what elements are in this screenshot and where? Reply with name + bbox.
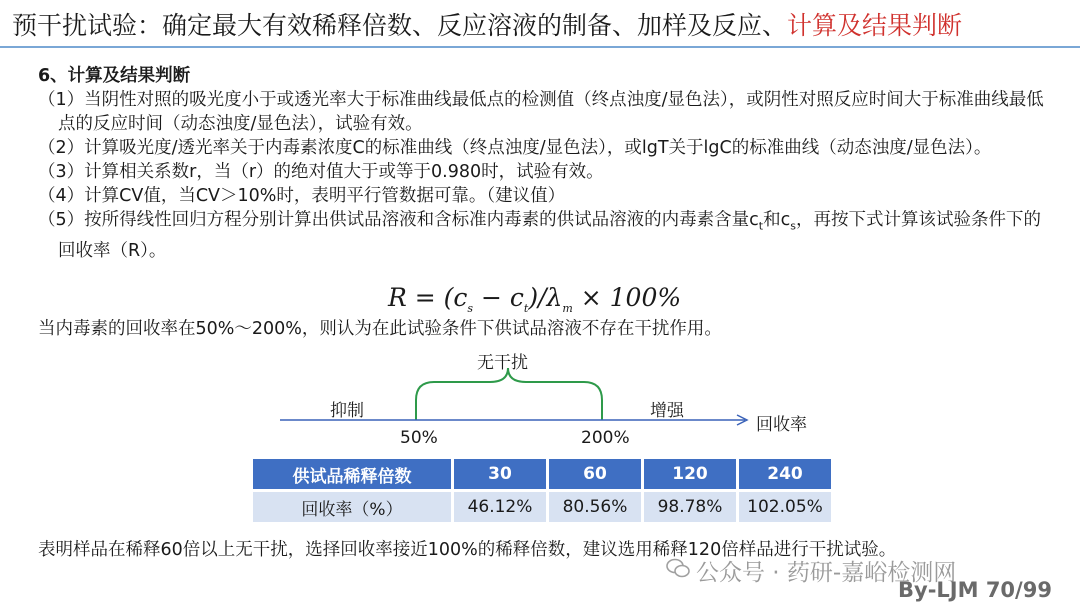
table-cell: 102.05%	[739, 492, 831, 522]
table-header-cell: 240	[739, 459, 831, 489]
recovery-table	[250, 456, 834, 525]
table-cell: 80.56%	[549, 492, 641, 522]
inhibition-label: 抑制	[330, 401, 364, 421]
table-header-cell: 120	[644, 459, 736, 489]
table-cell: 98.78%	[644, 492, 736, 522]
item-5-part-b: 和c	[763, 210, 791, 230]
table-header-cell: 供试品稀释倍数	[253, 459, 451, 489]
conclusion-text: 表明样品在稀释60倍以上无干扰，选择回收率接近100%的稀释倍数，建议选用稀释120倍样品进行干扰试验。	[38, 540, 897, 560]
table-cell: 回收率（%）	[253, 492, 451, 522]
recovery-formula: $R = (c_s - c_t)/\lambda_m \times 100\%$	[388, 283, 682, 315]
item-4: （4）计算CV值，当CV＞10%时，表明平行管数据可靠。（建议值）	[38, 186, 566, 206]
range-axis-svg	[0, 340, 1080, 455]
title-divider	[0, 46, 1080, 48]
table-header-cell: 30	[454, 459, 546, 489]
table-header-cell: 60	[549, 459, 641, 489]
item-5-sub-s: s	[790, 219, 796, 233]
title-prefix: 预干扰试验：确定最大有效稀释倍数、反应溶液的制备、加样及反应、	[12, 11, 788, 40]
section-body	[38, 64, 1048, 263]
table-header-row	[253, 459, 831, 489]
title-highlight: 计算及结果判断	[787, 11, 963, 40]
enhancement-label: 增强	[650, 401, 684, 421]
item-5-sub-t: t	[758, 219, 764, 233]
wechat-icon	[666, 557, 690, 579]
table-row	[253, 492, 831, 522]
tick-200: 200%	[581, 428, 630, 448]
criterion-text: 当内毒素的回收率在50%～200%，则认为在此试验条件下供试品溶液不存在干扰作用。	[38, 319, 722, 339]
author-page-credit: By-LJM 70/99	[898, 578, 1052, 602]
slide-title	[12, 6, 962, 42]
tick-50: 50%	[400, 428, 438, 448]
recovery-range-diagram	[0, 340, 1080, 455]
item-5	[38, 208, 1048, 263]
item-1: （1）当阴性对照的吸光度小于或透光率大于标准曲线最低点的检测值（终点浊度/显色法），或阴性对照反应时间大于标准曲线最低点的反应时间（动态浊度/显色法），试验有效。	[38, 90, 1044, 134]
no-interference-label: 无干扰	[477, 353, 528, 373]
no-interference-brace	[416, 368, 602, 420]
item-3: （3）计算相关系数r，当（r）的绝对值大于或等于0.980时，试验有效。	[38, 162, 604, 182]
item-2: （2）计算吸光度/透光率关于内毒素浓度C的标准曲线（终点浊度/显色法），或lgT关于lgC的标准曲线（动态浊度/显色法）。	[38, 138, 992, 158]
item-5-part-c: ，再按下式计算该试验条件下的回收率（R）。	[58, 210, 1041, 261]
axis-title: 回收率	[756, 415, 807, 435]
section-heading: 6、计算及结果判断	[38, 66, 191, 86]
watermark-text: 公众号 · 药研-嘉峪检测网	[696, 560, 957, 586]
table-cell: 46.12%	[454, 492, 546, 522]
item-5-part-a: （5）按所得线性回归方程分别计算出供试品溶液和含标准内毒素的供试品溶液的内毒素含量c	[38, 210, 759, 230]
